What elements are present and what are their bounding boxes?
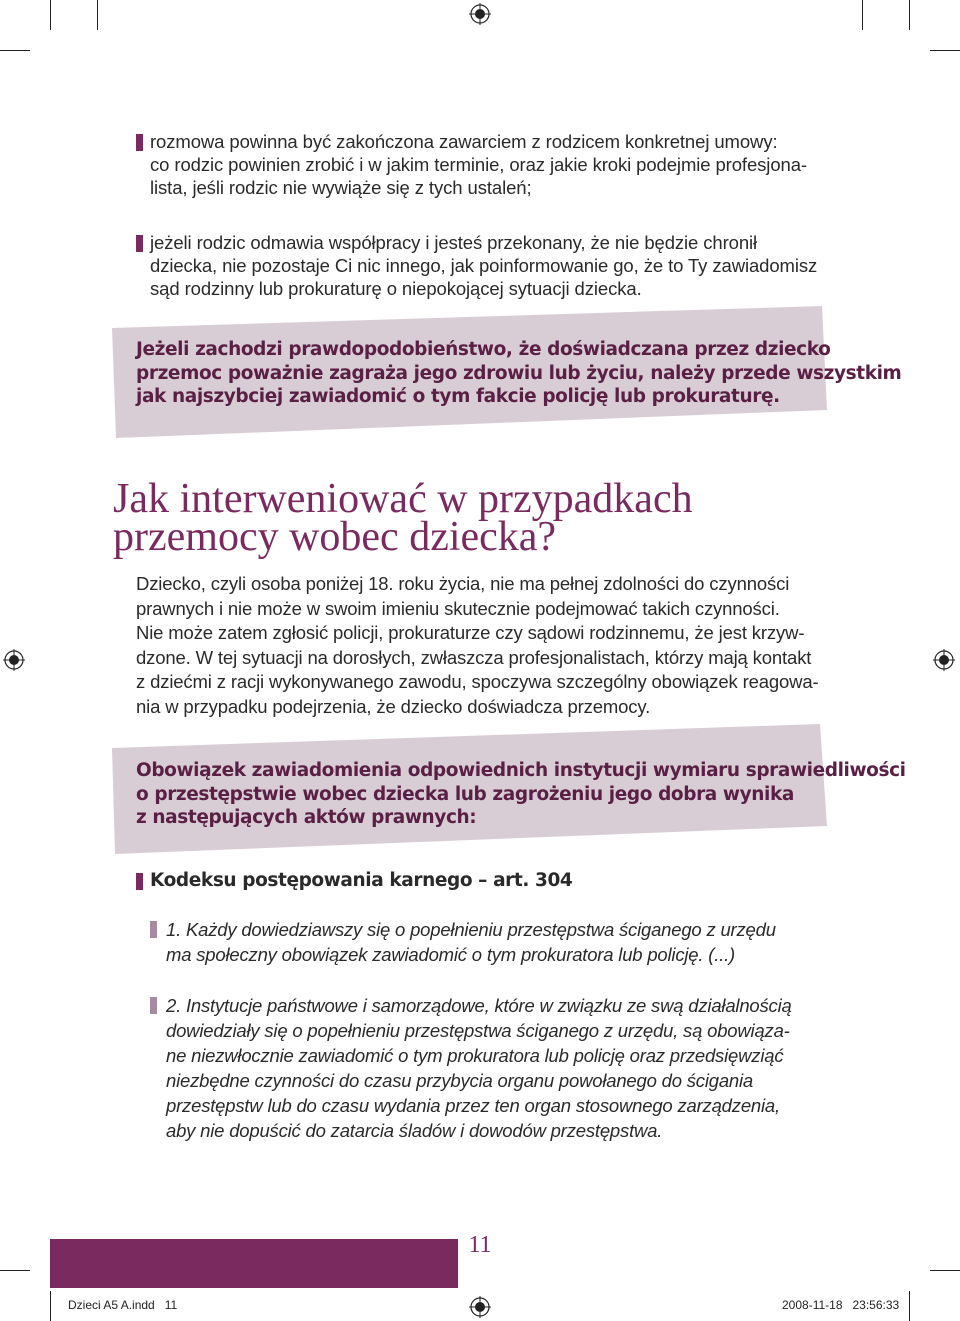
text-line: jeżeli rodzic odmawia współpracy i jesteś przekonany, że nie będzie chronił [150,232,758,253]
text-line: z następujących aktów prawnych: [136,807,477,828]
crop-mark [930,1270,960,1271]
text-line: przemoc poważnie zagraża jego zdrowiu lub życiu, należy przede wszystkim [136,362,902,384]
text-line: dzone. W tej sytuacji na dorosłych, zwłaszcza profesjonalistach, którzy mają kontakt [136,646,812,668]
heading-line: Jak interweniować w przypadkach [113,476,693,522]
text-line: nia w przypadku podejrzenia, że dziecko doświadcza przemocy. [136,695,651,717]
text-line: aby nie dopuścić do zatarcia śladów i dowodów przestępstwa. [166,1120,663,1141]
crop-mark [50,1291,51,1321]
text-line: ma społeczny obowiązek zawiadomić o tym prokuratora lub policję. (...) [166,944,735,965]
law-title [136,870,572,891]
registration-mark-icon [3,649,25,671]
heading-line: przemocy wobec dziecka? [113,514,557,560]
crop-mark [930,50,960,51]
text-line: prawnych i nie może w swoim imieniu skutecznie podejmować takich czynności. [136,597,780,619]
text-line: z dziećmi z racji wykonywanego zawodu, spoczywa szczególny obowiązek reagowa- [136,671,819,692]
bullet-marker [136,873,143,890]
text-line: rozmowa powinna być zakończona zawarciem z rodzicem konkretnej umowy: [150,131,778,152]
crop-mark [50,0,51,30]
sub-bullet-marker [150,997,157,1014]
text-line: przestępstw lub do czasu wydania przez ten organ stosownego zarządzenia, [166,1095,780,1116]
crop-mark [97,0,98,30]
text-line: 1. Każdy dowiedziawszy się o popełnieniu przestępstwa ściganego z urzędu [166,919,776,940]
section-heading [113,476,833,560]
bullet-marker [136,235,143,252]
crop-mark [862,0,863,30]
registration-mark-icon [933,649,955,671]
article-text [166,993,830,1143]
callout-urgent-notice [112,306,902,438]
crop-mark [0,1270,30,1271]
bullet-text [150,130,836,199]
article-item-1 [150,917,830,967]
law-title-text: Kodeksu postępowania karnego – art. 304 [150,870,573,891]
body-paragraph [136,572,836,719]
text-line: ne niezwłocznie zawiadomić o tym prokuratora lub policję oraz przedsięwziąć [166,1045,784,1066]
bullet-item-refusal [136,231,836,300]
callout-legal-obligation [112,724,906,854]
registration-mark-icon [469,3,491,25]
text-line: co rodzic powinien zrobić i w jakim terminie, oraz jakie kroki podejmie profesjona- [150,154,807,175]
text-line: Nie może zatem zgłosić policji, prokuraturze czy sądowi rodzinnemu, że jest krzyw- [136,622,805,643]
article-text [166,917,830,967]
text-line: Obowiązek zawiadomienia odpowiednich instytucji wymiaru sprawiedliwości [136,760,906,781]
text-line: dowiedziały się o popełnieniu przestępstwa ściganego z urzędu, są obowiąza- [166,1020,790,1041]
crop-mark [909,0,910,30]
sub-bullet-marker [150,921,157,938]
registration-mark-icon [469,1296,491,1318]
text-line: lista, jeśli rodzic nie wywiąże się z tych ustaleń; [150,177,532,198]
crop-mark [909,1291,910,1321]
text-line: jak najszybciej zawiadomić o tym fakcie policję lub prokuraturę. [136,386,780,407]
footer-band [50,1239,458,1288]
text-line: dziecka, nie pozostaje Ci nic innego, jak poinformowanie go, że to Ty zawiadomisz [150,255,818,276]
bullet-item-agreement [136,130,836,199]
text-line: o przestępstwie wobec dziecka lub zagrożeniu jego dobra wynika [136,783,794,805]
bullet-text [150,231,836,300]
file-slug: Dzieci A5 A.indd 11 [68,1298,178,1312]
text-line: Jeżeli zachodzi prawdopodobieństwo, że doświadczana przez dziecko [136,339,831,360]
text-line: Dziecko, czyli osoba poniżej 18. roku życia, nie ma pełnej zdolności do czynności [136,573,790,594]
crop-mark [0,50,30,51]
callout-text [136,338,902,409]
page-number: 11 [468,1232,492,1258]
callout-text [136,759,906,830]
bullet-marker [136,134,143,151]
text-line: niezbędne czynności do czasu przybycia organu powołanego do ścigania [166,1070,754,1091]
text-line: sąd rodzinny lub prokuraturę o niepokojącej sytuacji dziecka. [150,278,642,299]
print-timestamp: 2008-11-18 23:56:33 [782,1298,900,1312]
text-line: 2. Instytucje państwowe i samorządowe, które w związku ze swą działalnością [166,995,792,1016]
article-item-2 [150,993,830,1143]
